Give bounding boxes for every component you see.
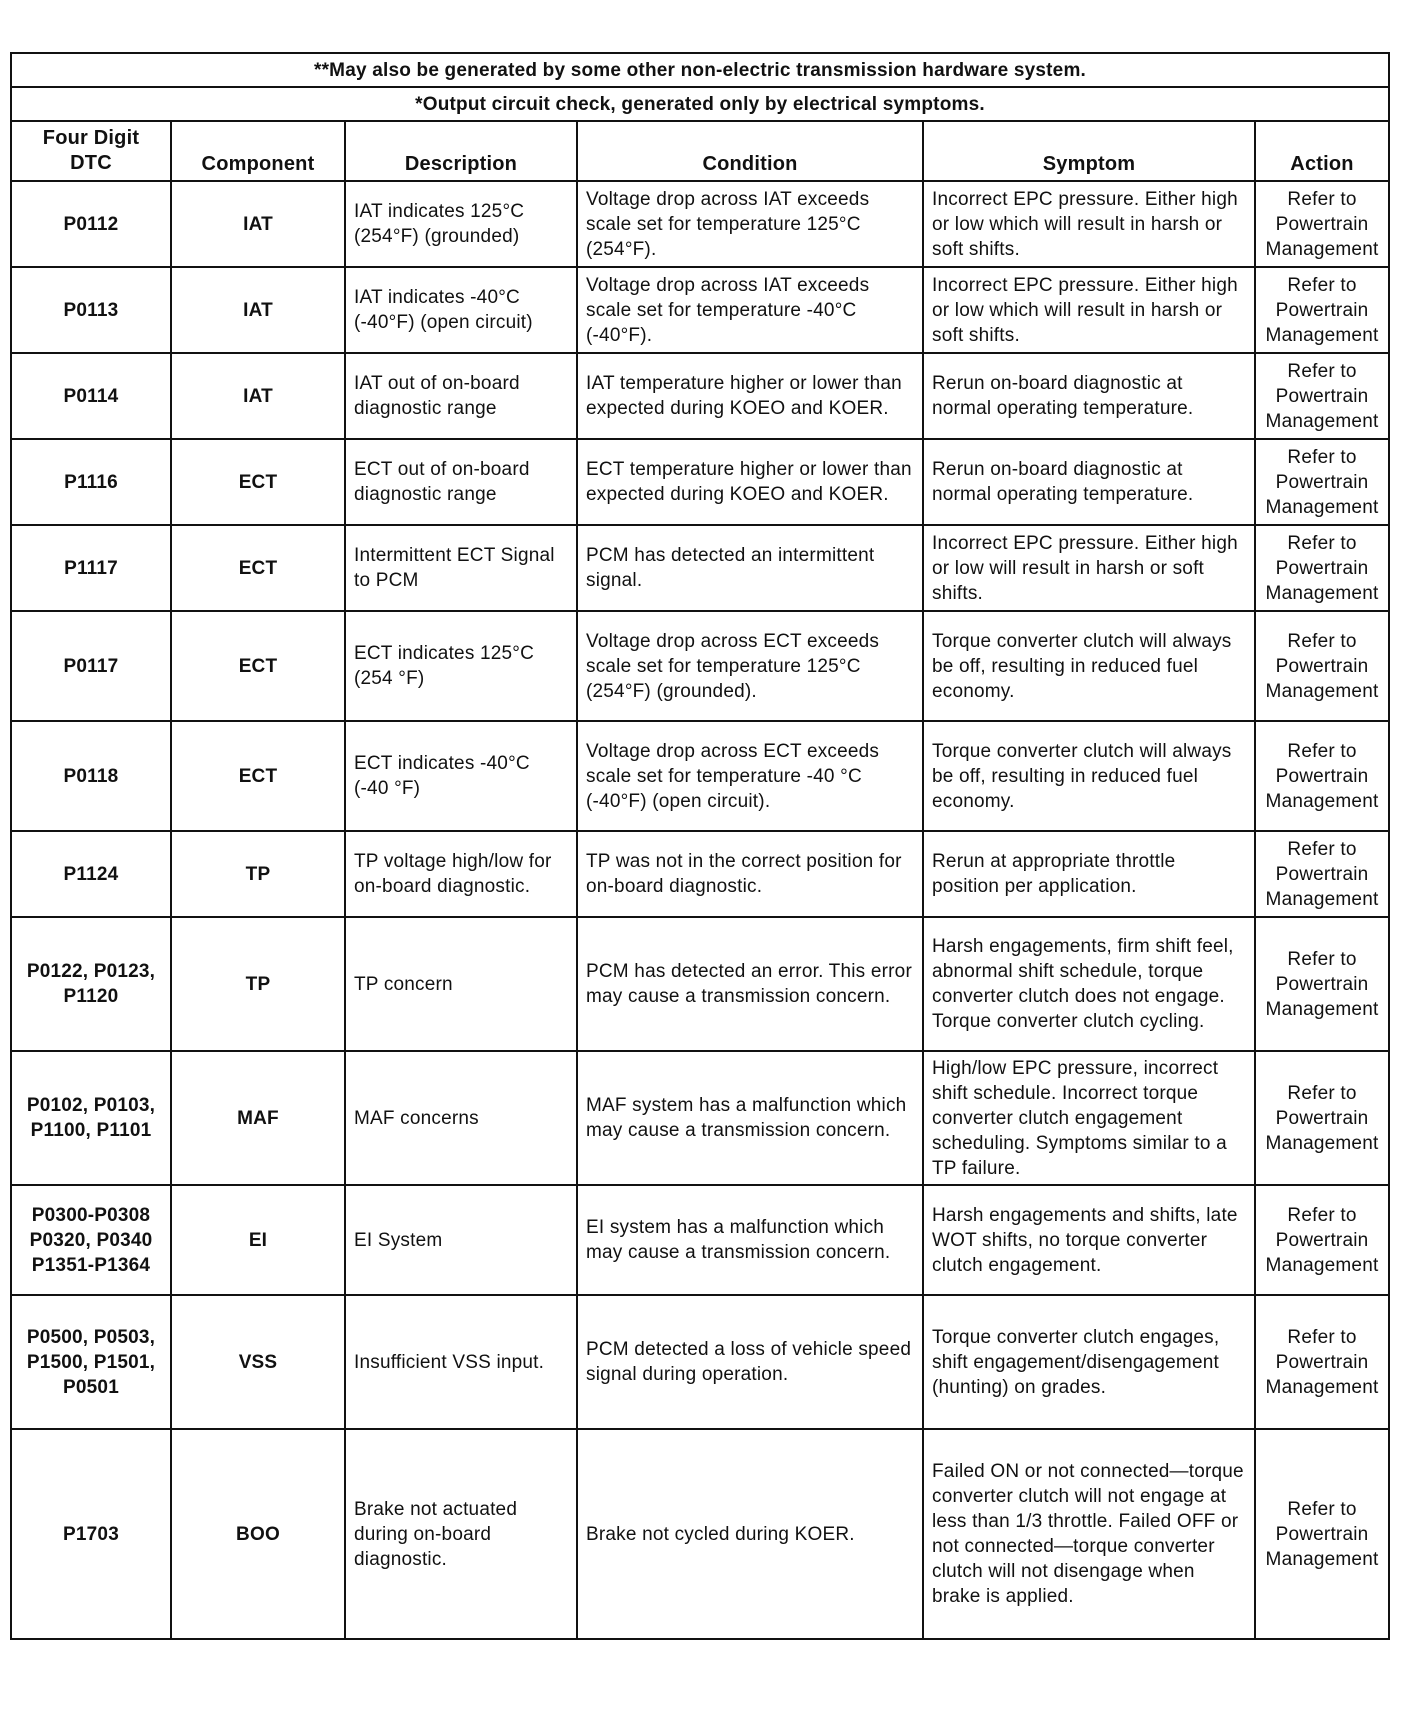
condition-cell: Voltage drop across ECT exceeds scale set for temperature 125°C (254°F) (grounded). bbox=[577, 611, 923, 721]
symptom-cell: Harsh engagements and shifts, late WOT shifts, no torque converter clutch engagement. bbox=[923, 1185, 1255, 1295]
dtc-cell: P0114 bbox=[11, 353, 171, 439]
dtc-cell: P0118 bbox=[11, 721, 171, 831]
header-dtc: Four Digit DTC bbox=[11, 121, 171, 181]
header-row bbox=[11, 121, 1389, 181]
component-cell: TP bbox=[171, 917, 345, 1051]
symptom-cell: Incorrect EPC pressure. Either high or low which will result in harsh or soft shifts. bbox=[923, 181, 1255, 267]
component-cell: IAT bbox=[171, 267, 345, 353]
header-description: Description bbox=[345, 121, 577, 181]
description-cell: ECT out of on-board diagnostic range bbox=[345, 439, 577, 525]
header-component: Component bbox=[171, 121, 345, 181]
dtc-cell: P1703 bbox=[11, 1429, 171, 1639]
table-row bbox=[11, 721, 1389, 831]
description-cell: MAF concerns bbox=[345, 1051, 577, 1185]
component-cell: ECT bbox=[171, 721, 345, 831]
action-cell: Refer to Powertrain Management bbox=[1255, 181, 1389, 267]
dtc-cell: P1124 bbox=[11, 831, 171, 917]
component-cell: VSS bbox=[171, 1295, 345, 1429]
action-cell: Refer to Powertrain Management bbox=[1255, 1429, 1389, 1639]
dtc-cell: P1116 bbox=[11, 439, 171, 525]
table-row bbox=[11, 1185, 1389, 1295]
condition-cell: ECT temperature higher or lower than expected during KOEO and KOER. bbox=[577, 439, 923, 525]
header-symptom: Symptom bbox=[923, 121, 1255, 181]
condition-cell: PCM has detected an intermittent signal. bbox=[577, 525, 923, 611]
symptom-cell: Rerun on-board diagnostic at normal operating temperature. bbox=[923, 353, 1255, 439]
description-cell: TP voltage high/low for on-board diagnostic. bbox=[345, 831, 577, 917]
condition-cell: TP was not in the correct position for on-board diagnostic. bbox=[577, 831, 923, 917]
header-condition: Condition bbox=[577, 121, 923, 181]
action-cell: Refer to Powertrain Management bbox=[1255, 525, 1389, 611]
condition-cell: MAF system has a malfunction which may cause a transmission concern. bbox=[577, 1051, 923, 1185]
table-row bbox=[11, 917, 1389, 1051]
condition-cell: Brake not cycled during KOER. bbox=[577, 1429, 923, 1639]
dtc-cell: P1117 bbox=[11, 525, 171, 611]
header-action: Action bbox=[1255, 121, 1389, 181]
component-cell: IAT bbox=[171, 353, 345, 439]
table-row bbox=[11, 181, 1389, 267]
description-cell: ECT indicates -40°C (-40 °F) bbox=[345, 721, 577, 831]
dtc-document bbox=[10, 52, 1388, 1640]
condition-cell: IAT temperature higher or lower than expected during KOEO and KOER. bbox=[577, 353, 923, 439]
component-cell: EI bbox=[171, 1185, 345, 1295]
action-cell: Refer to Powertrain Management bbox=[1255, 831, 1389, 917]
table-row bbox=[11, 267, 1389, 353]
table-row bbox=[11, 1051, 1389, 1185]
action-cell: Refer to Powertrain Management bbox=[1255, 267, 1389, 353]
dtc-cell: P0122, P0123, P1120 bbox=[11, 917, 171, 1051]
symptom-cell: High/low EPC pressure, incorrect shift schedule. Incorrect torque converter clutch engagement scheduling. Symptoms similar to a TP failure. bbox=[923, 1051, 1255, 1185]
note-non-electric: **May also be generated by some other non-electric transmission hardware system. bbox=[11, 53, 1389, 87]
dtc-cell: P0112 bbox=[11, 181, 171, 267]
action-cell: Refer to Powertrain Management bbox=[1255, 1185, 1389, 1295]
description-cell: Brake not actuated during on-board diagnostic. bbox=[345, 1429, 577, 1639]
action-cell: Refer to Powertrain Management bbox=[1255, 917, 1389, 1051]
condition-cell: EI system has a malfunction which may cause a transmission concern. bbox=[577, 1185, 923, 1295]
action-cell: Refer to Powertrain Management bbox=[1255, 439, 1389, 525]
description-cell: Intermittent ECT Signal to PCM bbox=[345, 525, 577, 611]
dtc-cell: P0113 bbox=[11, 267, 171, 353]
action-cell: Refer to Powertrain Management bbox=[1255, 611, 1389, 721]
note-row bbox=[11, 87, 1389, 121]
description-cell: IAT indicates -40°C (-40°F) (open circuit) bbox=[345, 267, 577, 353]
symptom-cell: Rerun on-board diagnostic at normal operating temperature. bbox=[923, 439, 1255, 525]
symptom-cell: Torque converter clutch will always be off, resulting in reduced fuel economy. bbox=[923, 611, 1255, 721]
component-cell: MAF bbox=[171, 1051, 345, 1185]
table-row bbox=[11, 439, 1389, 525]
component-cell: ECT bbox=[171, 525, 345, 611]
symptom-cell: Torque converter clutch engages, shift engagement/disengagement (hunting) on grades. bbox=[923, 1295, 1255, 1429]
description-cell: IAT indicates 125°C (254°F) (grounded) bbox=[345, 181, 577, 267]
condition-cell: Voltage drop across IAT exceeds scale set for temperature -40°C (-40°F). bbox=[577, 267, 923, 353]
table-row bbox=[11, 353, 1389, 439]
symptom-cell: Rerun at appropriate throttle position per application. bbox=[923, 831, 1255, 917]
component-cell: TP bbox=[171, 831, 345, 917]
description-cell: ECT indicates 125°C (254 °F) bbox=[345, 611, 577, 721]
condition-cell: PCM detected a loss of vehicle speed signal during operation. bbox=[577, 1295, 923, 1429]
component-cell: ECT bbox=[171, 611, 345, 721]
dtc-table bbox=[10, 52, 1390, 1640]
action-cell: Refer to Powertrain Management bbox=[1255, 1051, 1389, 1185]
action-cell: Refer to Powertrain Management bbox=[1255, 1295, 1389, 1429]
symptom-cell: Harsh engagements, firm shift feel, abnormal shift schedule, torque converter clutch does not engage. Torque converter clutch cycling. bbox=[923, 917, 1255, 1051]
symptom-cell: Incorrect EPC pressure. Either high or low which will result in harsh or soft shifts. bbox=[923, 267, 1255, 353]
dtc-cell: P0102, P0103, P1100, P1101 bbox=[11, 1051, 171, 1185]
table-row bbox=[11, 525, 1389, 611]
description-cell: TP concern bbox=[345, 917, 577, 1051]
component-cell: ECT bbox=[171, 439, 345, 525]
table-row bbox=[11, 611, 1389, 721]
table-row bbox=[11, 1295, 1389, 1429]
component-cell: IAT bbox=[171, 181, 345, 267]
table-row bbox=[11, 831, 1389, 917]
dtc-cell: P0300-P0308 P0320, P0340 P1351-P1364 bbox=[11, 1185, 171, 1295]
dtc-cell: P0117 bbox=[11, 611, 171, 721]
note-row bbox=[11, 53, 1389, 87]
symptom-cell: Incorrect EPC pressure. Either high or low will result in harsh or soft shifts. bbox=[923, 525, 1255, 611]
component-cell: BOO bbox=[171, 1429, 345, 1639]
note-output-circuit: *Output circuit check, generated only by electrical symptoms. bbox=[11, 87, 1389, 121]
condition-cell: Voltage drop across IAT exceeds scale set for temperature 125°C (254°F). bbox=[577, 181, 923, 267]
description-cell: EI System bbox=[345, 1185, 577, 1295]
condition-cell: PCM has detected an error. This error may cause a transmission concern. bbox=[577, 917, 923, 1051]
dtc-cell: P0500, P0503, P1500, P1501, P0501 bbox=[11, 1295, 171, 1429]
description-cell: Insufficient VSS input. bbox=[345, 1295, 577, 1429]
symptom-cell: Failed ON or not connected—torque converter clutch will not engage at less than 1/3 throttle. Failed OFF or not connected—torque converter clutch will not disengage when brake is applied. bbox=[923, 1429, 1255, 1639]
action-cell: Refer to Powertrain Management bbox=[1255, 353, 1389, 439]
description-cell: IAT out of on-board diagnostic range bbox=[345, 353, 577, 439]
action-cell: Refer to Powertrain Management bbox=[1255, 721, 1389, 831]
symptom-cell: Torque converter clutch will always be off, resulting in reduced fuel economy. bbox=[923, 721, 1255, 831]
table-row bbox=[11, 1429, 1389, 1639]
condition-cell: Voltage drop across ECT exceeds scale set for temperature -40 °C (-40°F) (open circuit). bbox=[577, 721, 923, 831]
